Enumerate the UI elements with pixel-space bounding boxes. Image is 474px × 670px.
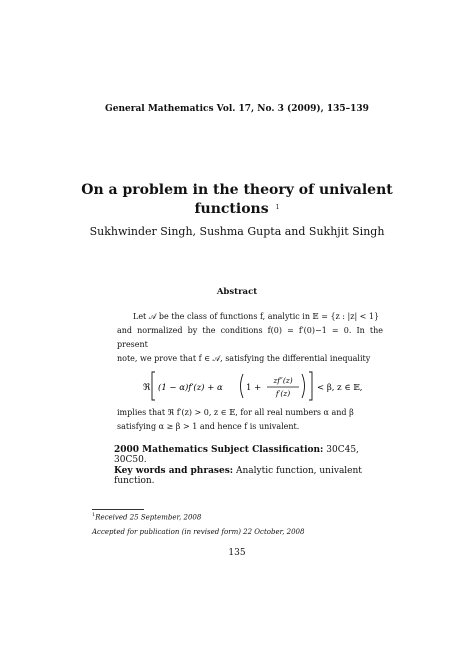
abstract-paragraph-1 (117, 310, 383, 366)
abstract-line: Let 𝒜 be the class of functions f, analytic in 𝔼 = {z : |z| < 1} (133, 312, 380, 321)
title-line-2-text: functions (194, 201, 269, 217)
formula-rhs: < β, z ∈ 𝔼, (317, 383, 363, 393)
footnote-received (92, 512, 392, 521)
abstract-line: implies that ℜ f′(z) > 0, z ∈ 𝔼, for all real numbers α and β (117, 408, 354, 417)
title-line-1: On a problem in the theory of univalent (81, 182, 393, 198)
abstract-line: satisfying α ≥ β > 1 and hence f is univalent. (117, 422, 300, 431)
authors: Sukhwinder Singh, Sushma Gupta and Sukhjit Singh (89, 225, 385, 238)
inner-paren-left (241, 374, 244, 398)
title-footnote-mark: 1 (275, 204, 280, 211)
abstract-paragraph-2 (117, 406, 383, 434)
msc-classification (114, 445, 394, 465)
inner-paren-right (302, 374, 305, 398)
msc-label: 2000 Mathematics Subject Classification: (114, 445, 324, 455)
title-line-2 (0, 199, 474, 218)
keywords-label: Key words and phrases: (114, 466, 234, 476)
outer-bracket-left (152, 372, 155, 400)
formula-denominator: f′(z) (275, 389, 291, 398)
paper-title (0, 181, 474, 218)
formula-lhs: (1 − α)f′(z) + α (158, 383, 223, 393)
footnote-accepted: Accepted for publication (in revised form) 22 October, 2008 (92, 528, 305, 536)
outer-bracket-right (309, 372, 312, 400)
abstract-line: and normalized by the conditions f(0) = f′(0)−1 = 0. In the present (117, 326, 383, 349)
formula-re: ℜ (143, 383, 151, 393)
formula-inner-lead: 1 + (246, 383, 262, 393)
footnote-mark: 1 (92, 512, 96, 518)
page-number: 135 (228, 548, 246, 558)
keywords (114, 466, 404, 486)
keywords-value: Analytic function, univalent function. (114, 466, 362, 486)
footnote-received-text: Received 25 September, 2008 (95, 513, 202, 522)
msc-value: 30C45, 30C50. (114, 445, 359, 465)
abstract-line: note, we prove that f ∈ 𝒜, satisfying the differential inequality (117, 354, 371, 363)
differential-inequality-formula (115, 368, 385, 404)
footnote-rule (92, 509, 144, 510)
abstract-heading: Abstract (216, 287, 258, 297)
journal-header: General Mathematics Vol. 17, No. 3 (2009), 135–139 (105, 104, 369, 114)
formula-numerator: zf″(z) (273, 376, 293, 385)
